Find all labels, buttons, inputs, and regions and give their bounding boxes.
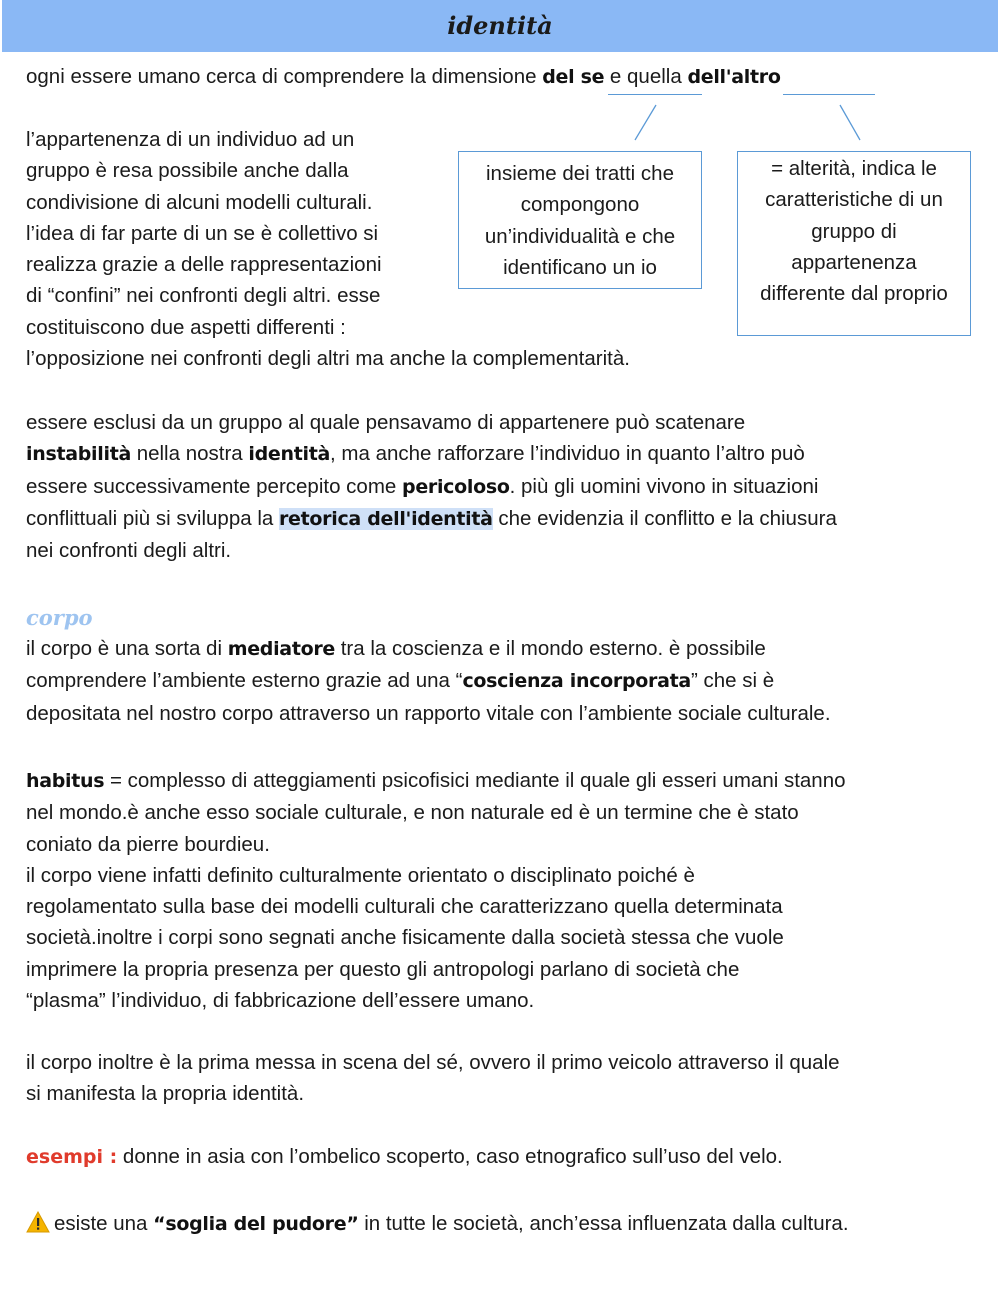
keyword-habitus: habitus — [26, 770, 105, 792]
box-line: identificano un io — [503, 255, 657, 279]
underline-dell-altro — [783, 94, 875, 95]
box-line: appartenenza — [791, 250, 917, 274]
text-span: donne in asia con l’ombelico scoperto, caso etnografico sull’uso del velo. — [117, 1145, 783, 1168]
habitus-paragraph — [26, 765, 981, 1016]
paragraph-line: imprimere la propria presenza per questo gli antropologi parlano di società che — [26, 957, 740, 981]
warning-icon — [26, 1211, 50, 1233]
paragraph-line — [26, 765, 981, 797]
paragraph-line: realizza grazie a delle rappresentazioni — [26, 253, 382, 277]
intro-line — [26, 61, 981, 93]
intro-text: ogni essere umano cerca di comprendere la dimensione — [26, 65, 543, 88]
box-line: caratteristiche di un — [765, 188, 943, 212]
keyword-dell-altro: dell'altro — [687, 66, 781, 88]
paragraph-line — [26, 665, 981, 697]
text-span: in tutte le società, anch’essa influenzata dalla cultura. — [358, 1212, 849, 1235]
box-line: differente dal proprio — [760, 282, 948, 306]
box-line: = alterità, indica le — [771, 157, 937, 180]
paragraph-line: nei confronti degli altri. — [26, 539, 232, 563]
corpo-paragraph — [26, 633, 981, 729]
keyword-instabilita: instabilità — [26, 443, 131, 466]
esempi-line — [26, 1141, 981, 1173]
section-title-corpo: corpo — [26, 605, 93, 630]
paragraph-line: “plasma” l’individuo, di fabbricazione dell’essere umano. — [26, 989, 535, 1013]
page-title: identità — [447, 11, 553, 40]
intro-text-mid: e quella — [604, 65, 688, 88]
definition-box-other — [737, 151, 971, 336]
definition-box-self — [458, 151, 702, 289]
connector-other — [840, 105, 860, 140]
paragraph-line: depositata nel nostro corpo attraverso un rapporto vitale con l’ambiente sociale culturale. — [26, 701, 831, 725]
text-span: = complesso di atteggiamenti psicofisici mediante il quale gli esseri umani stanno — [104, 769, 846, 792]
text-span: comprendere l’ambiente esterno grazie ad una “ — [26, 669, 463, 693]
paragraph-line: l’opposizione nei confronti degli altri ma anche la complementarità. — [26, 347, 630, 371]
paragraph-line: essere esclusi da un gruppo al quale pensavamo di appartenere può scatenare — [26, 411, 746, 434]
paragraph-line: società.inoltre i corpi sono segnati anche fisicamente dalla società stessa che vuole — [26, 926, 784, 950]
paragraph-line: il corpo inoltre è la prima messa in scena del sé, ovvero il primo veicolo attraverso il quale — [26, 1051, 840, 1074]
paragraph-line: gruppo è resa possibile anche dalla — [26, 159, 349, 183]
keyword-del-se: del se — [542, 66, 605, 88]
paragraph-line: di “confini” nei confronti degli altri. esse — [26, 284, 381, 308]
warning-line — [26, 1208, 981, 1240]
keyword-identita: identità — [248, 443, 330, 466]
keyword-retorica-highlighted: retorica dell'identità — [278, 507, 493, 530]
box-line: insieme dei tratti che — [485, 162, 674, 185]
keyword-pericoloso: pericoloso — [402, 475, 510, 498]
paragraph-line: l’idea di far parte di un se è collettivo si — [26, 221, 379, 245]
keyword-soglia-del-pudore: “soglia del pudore” — [153, 1213, 359, 1235]
box-line: un’individualità e che — [484, 224, 676, 248]
keyword-esempi: esempi : — [26, 1146, 118, 1168]
keyword-mediatore: mediatore — [227, 638, 336, 660]
text-span: il corpo è una sorta di — [26, 637, 228, 660]
keyword-coscienza-incorporata: coscienza incorporata — [462, 670, 691, 693]
paragraph-line — [26, 633, 981, 665]
paragraph-line — [26, 503, 981, 535]
paragraph-line: nel mondo.è anche esso sociale culturale, e non naturale ed è un termine che è stato — [26, 801, 799, 825]
text-span: tra la coscienza e il mondo esterno. è possibile — [335, 637, 766, 660]
paragraph-line — [26, 471, 981, 503]
box-line: gruppo di — [811, 219, 897, 243]
scena-paragraph — [26, 1047, 981, 1110]
box-line: compongono — [520, 193, 640, 217]
paragraph-line: coniato da pierre bourdieu. — [26, 832, 270, 856]
paragraph-line: il corpo viene infatti definito culturalmente orientato o disciplinato poiché è — [26, 863, 695, 887]
underline-del-se — [608, 94, 702, 95]
page-header — [2, 0, 998, 52]
paragraph-line: l’appartenenza di un individuo ad un — [26, 128, 355, 151]
text-span: nella nostra — [131, 442, 249, 466]
text-span: , ma anche rafforzare l’individuo in quanto l’altro può — [330, 442, 805, 466]
paragraph-line: condivisione di alcuni modelli culturali. — [26, 190, 373, 214]
paragraph-line: costituiscono due aspetti differenti : — [26, 315, 346, 339]
text-span: esiste una — [54, 1212, 154, 1235]
text-span: essere successivamente percepito come — [26, 474, 403, 498]
text-span: . più gli uomini vivono in situazioni — [509, 474, 819, 498]
text-span: ” che si è — [690, 669, 775, 693]
text-span: conflittuali più si sviluppa la — [26, 506, 279, 530]
exclusion-paragraph — [26, 407, 981, 566]
paragraph-line: si manifesta la propria identità. — [26, 1082, 305, 1106]
paragraph-line — [26, 438, 981, 470]
paragraph-line: regolamentato sulla base dei modelli culturali che caratterizzano quella determinata — [26, 895, 783, 919]
text-span: che evidenzia il conflitto e la chiusura — [492, 506, 837, 530]
